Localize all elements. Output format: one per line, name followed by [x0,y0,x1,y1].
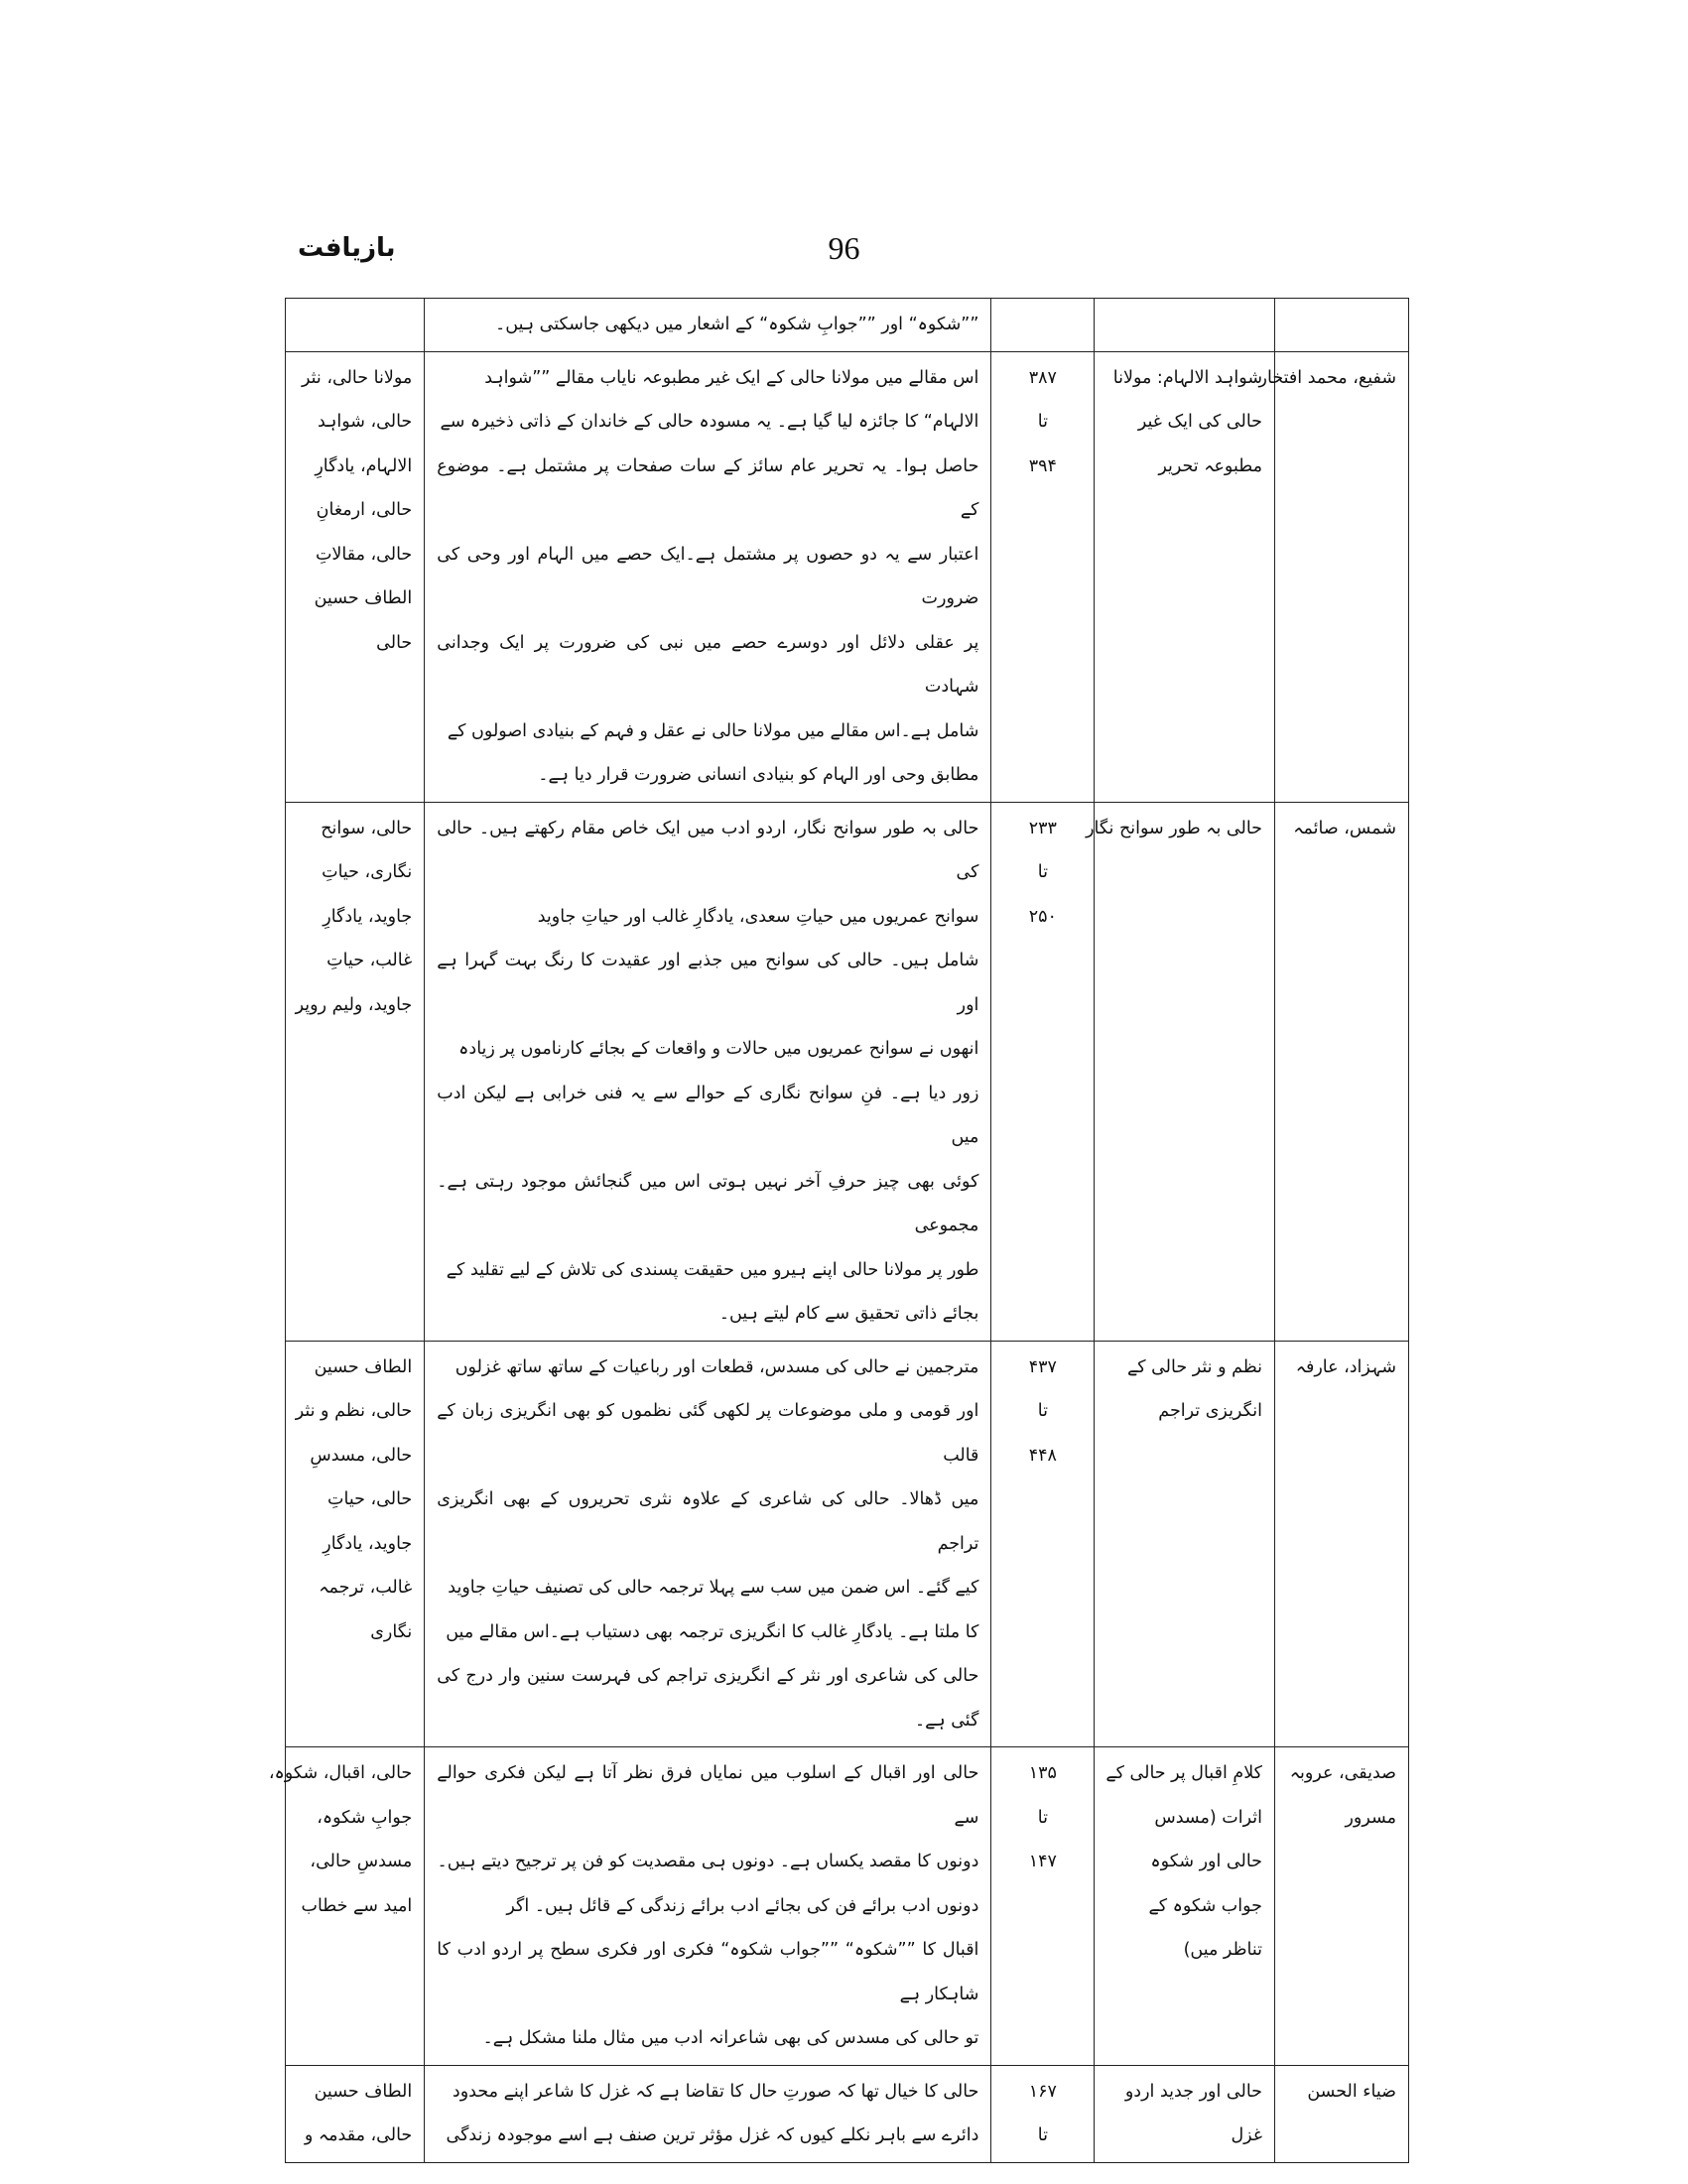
abstract-line: مطابق وحی اور الہام کو بنیادی انسانی ضرورت قرار دیا ہے۔ [538,765,979,785]
pages-cell [991,2065,1095,2162]
title-line: مطبوعہ تحریر [1158,455,1262,476]
title-line: انگریزی تراجم [1158,1401,1262,1421]
abstract-cell [425,299,991,352]
author-line: ضیاء الحسن [1307,2081,1396,2102]
author-cell [1275,802,1409,1341]
keywords-line: حالی، مقالاتِ [315,544,413,565]
title-cell [1095,2065,1275,2162]
keywords-line: نگاری، حیاتِ [322,862,413,882]
keywords-line: جاوید، یادگارِ [323,1533,413,1554]
title-line: نظم و نثر حالی کے [1126,1356,1262,1377]
abstract-cell [425,1747,991,2066]
keywords-cell [268,1747,425,2066]
abstract-line: طور پر مولانا حالی اپنے ہیرو میں حقیقت پسندی کی تلاش کے لیے تقلید کے [446,1259,979,1280]
keywords-line: حالی، مقدمہ و [304,2125,413,2145]
author-cell [1275,1747,1409,2066]
author-cell [1258,351,1409,802]
pages-line: ۲۳۳ [1028,818,1057,838]
abstract-line: بجائے ذاتی تحقیق سے کام لیتے ہیں۔ [718,1304,979,1324]
author-line: شفیع، محمد افتخار [1258,367,1396,388]
keywords-line: حالی، اقبال، شکوہ، [268,1763,413,1783]
keywords-line: جوابِ شکوہ، [317,1807,413,1828]
pages-cell [991,802,1095,1341]
author-cell [1275,299,1409,352]
abstract-line: اس مقالے میں مولانا حالی کے ایک غیر مطبوعہ نایاب مقالے ””شواہد [484,367,979,388]
title-cell [1095,299,1275,352]
abstract-line: حاصل ہوا۔ یہ تحریر عام سائز کے سات صفحات پر مشتمل ہے۔ موضوع کے [437,455,979,520]
abstract-cell [425,2065,991,2162]
pages-line: ۱۳۵ [1028,1763,1057,1783]
abstract-line: ””شکوہ“ اور ””جوابِ شکوہ“ کے اشعار میں دیکھی جاسکتی ہیں۔ [495,315,979,334]
keywords-line: حالی، حیاتِ [327,1489,413,1509]
pages-cell [991,1341,1095,1747]
keywords-line: حالی، نظم و نثر [295,1401,413,1421]
abstract-line: تو حالی کی مسدس کی بھی شاعرانہ ادب میں مثال ملنا مشکل ہے۔ [482,2028,979,2048]
title-cell [1095,1747,1275,2066]
pages-line: ۴۴۸ [1028,1445,1057,1466]
keywords-line: الطاف حسین [314,2081,413,2102]
keywords-line: الالہام، یادگارِ [315,455,413,476]
pages-line: ۳۹۴ [1028,455,1057,476]
title-cell [1095,351,1275,802]
keywords-cell [286,2065,425,2162]
abstract-line: انھوں نے سوانح عمریوں میں حالات و واقعات کے بجائے کارناموں پر زیادہ [458,1039,979,1059]
abstract-cell [425,351,991,802]
title-line: کلامِ اقبال پر حالی کے [1105,1763,1262,1783]
abstract-line: زور دیا ہے۔ فنِ سوانح نگاری کے حوالے سے یہ فنی خرابی ہے لیکن ادب میں [437,1083,979,1147]
abstract-line: مترجمین نے حالی کی مسدس، قطعات اور رباعیات کے ساتھ ساتھ غزلوں [454,1356,979,1377]
title-line: حالی بہ طور سوانح نگار [1086,818,1262,838]
title-line: تناظر میں) [1183,1940,1262,1960]
abstract-line: کیے گئے۔ اس ضمن میں سب سے پہلا ترجمہ حالی کی تصنیف حیاتِ جاوید [448,1578,979,1598]
keywords-line: حالی، ارمغانِ [316,500,413,520]
keywords-line: حالی، سوانح [321,818,413,838]
title-line: حالی اور شکوہ [1150,1852,1262,1871]
pages-cell [991,1747,1095,2066]
keywords-cell [286,802,425,1341]
abstract-line: اعتبار سے یہ دو حصوں پر مشتمل ہے۔ایک حصے میں الہام اور وحی کی ضرورت [437,544,979,608]
keywords-line: مولانا حالی، نثر [301,367,413,388]
abstract-line: حالی اور اقبال کے اسلوب میں نمایاں فرق نظر آتا ہے لیکن فکری حوالے سے [437,1763,979,1828]
title-line: اثرات (مسدس [1154,1807,1262,1828]
title-cell [1095,1341,1275,1747]
title-line: غزل [1231,2125,1262,2145]
table-row [286,1747,1409,2066]
table-row [286,802,1409,1341]
keywords-line: جاوید، ولیم روپر [295,994,413,1015]
pages-line: ۴۳۷ [1028,1356,1057,1377]
abstract-line: میں ڈھالا۔ حالی کی شاعری کے علاوہ نثری تحریروں کے بھی انگریزی تراجم [437,1489,979,1554]
keywords-cell [286,299,425,352]
abstract-line: دونوں کا مقصد یکساں ہے۔ دونوں ہی مقصدیت کو فن پر ترجیح دیتے ہیں۔ [437,1852,979,1871]
keywords-line: غالب، حیاتِ [326,951,413,970]
keywords-cell [286,351,425,802]
abstract-cell [425,1341,991,1747]
pages-line: تا [1037,1401,1048,1421]
pages-line: ۱۴۷ [1028,1852,1057,1871]
abstract-line: شامل ہے۔اس مقالے میں مولانا حالی نے عقل و فہم کے بنیادی اصولوں کے [447,720,979,741]
title-cell [1086,802,1275,1341]
table-body [268,299,1409,2163]
pages-line: تا [1037,862,1048,882]
author-cell [1275,2065,1409,2162]
abstract-line: حالی کا خیال تھا کہ صورتِ حال کا تقاضا ہے کہ غزل کا شاعر اپنے محدود [452,2081,979,2102]
keywords-line: حالی، شواہد [317,412,413,432]
abstract-line: الالہام“ کا جائزہ لیا گیا ہے۔ یہ مسودہ حالی کے خاندان کے ذاتی ذخیرہ سے [440,412,979,432]
author-line: شہزاد، عارفہ [1295,1356,1396,1377]
abstract-line: اور قومی و ملی موضوعات پر لکھی گئی نظموں کو بھی انگریزی زبان کے قالب [437,1401,979,1466]
abstract-line: حالی بہ طور سوانح نگار، اردو ادب میں ایک خاص مقام رکھتے ہیں۔ حالی کی [437,818,979,882]
abstract-line: پر عقلی دلائل اور دوسرے حصے میں نبی کی ضرورت پر ایک وجدانی شہادت [437,632,979,697]
pages-line: ۱۶۷ [1028,2081,1057,2102]
keywords-cell [286,1341,425,1747]
author-line: مسرور [1345,1807,1396,1828]
author-line: شمس، صائمہ [1293,818,1396,838]
title-line: حالی کی ایک غیر [1137,412,1262,432]
abstract-line: اقبال کا ””شکوہ“ ””جواب شکوہ“ فکری اور فکری سطح پر اردو ادب کا شاہکار ہے [437,1940,979,2004]
abstract-line: دائرے سے باہر نکلے کیوں کہ غزل مؤثر ترین صنف ہے اسے موجودہ زندگی [446,2125,979,2145]
abstract-line: سوانح عمریوں میں حیاتِ سعدی، یادگارِ غالب اور حیاتِ جاوید [537,906,979,927]
abstract-line: کا ملتا ہے۔ یادگارِ غالب کا انگریزی ترجمہ بھی دستیاب ہے۔اس مقالے میں [446,1621,979,1642]
author-cell [1275,1341,1409,1747]
keywords-line: الطاف حسین [314,588,413,608]
abstract-cell [425,802,991,1341]
pages-line: تا [1037,2125,1048,2145]
title-line: حالی اور جدید اردو [1124,2081,1262,2102]
keywords-line: امید سے خطاب [301,1895,413,1916]
pages-line: تا [1037,412,1048,432]
keywords-line: حالی، مسدسِ [310,1445,413,1466]
page-number: 96 [828,230,860,266]
keywords-line: حالی [376,632,413,653]
abstract-line: شامل ہیں۔ حالی کی سوانح میں جذبے اور عقیدت کا رنگ بہت گہرا ہے اور [437,951,979,1015]
author-line: صدیقی، عروبہ [1289,1763,1396,1783]
keywords-line: غالب، ترجمہ [319,1578,413,1598]
table-row [286,1341,1409,1747]
keywords-line: الطاف حسین [314,1356,413,1377]
pages-line: ۳۸۷ [1028,367,1057,388]
table-row [286,351,1409,802]
pages-cell [991,299,1095,352]
abstract-line: دونوں ادب برائے فن کی بجائے ادب برائے زندگی کے قائل ہیں۔ اگر [506,1895,979,1916]
table-row [286,299,1409,352]
keywords-line: مسدسِ حالی، [310,1852,413,1871]
abstract-line: کوئی بھی چیز حرفِ آخر نہیں ہوتی اس میں گنجائش موجود رہتی ہے۔ مجموعی [437,1171,979,1235]
abstract-line: حالی کی شاعری اور نثر کے انگریزی تراجم کی فہرست سنین وار درج کی گئی ہے۔ [437,1666,979,1731]
title-line: جواب شکوہ کے [1148,1895,1262,1916]
pages-line: ۲۵۰ [1028,906,1057,927]
bibliography-table [268,298,1409,2163]
title-line: شواہد الالہام: مولانا [1112,367,1262,388]
pages-cell [991,351,1095,802]
keywords-line: جاوید، یادگارِ [323,906,413,927]
table-row [286,2065,1409,2162]
running-head: بازیافت [298,233,396,263]
pages-line: تا [1037,1807,1048,1828]
keywords-line: نگاری [370,1621,413,1642]
